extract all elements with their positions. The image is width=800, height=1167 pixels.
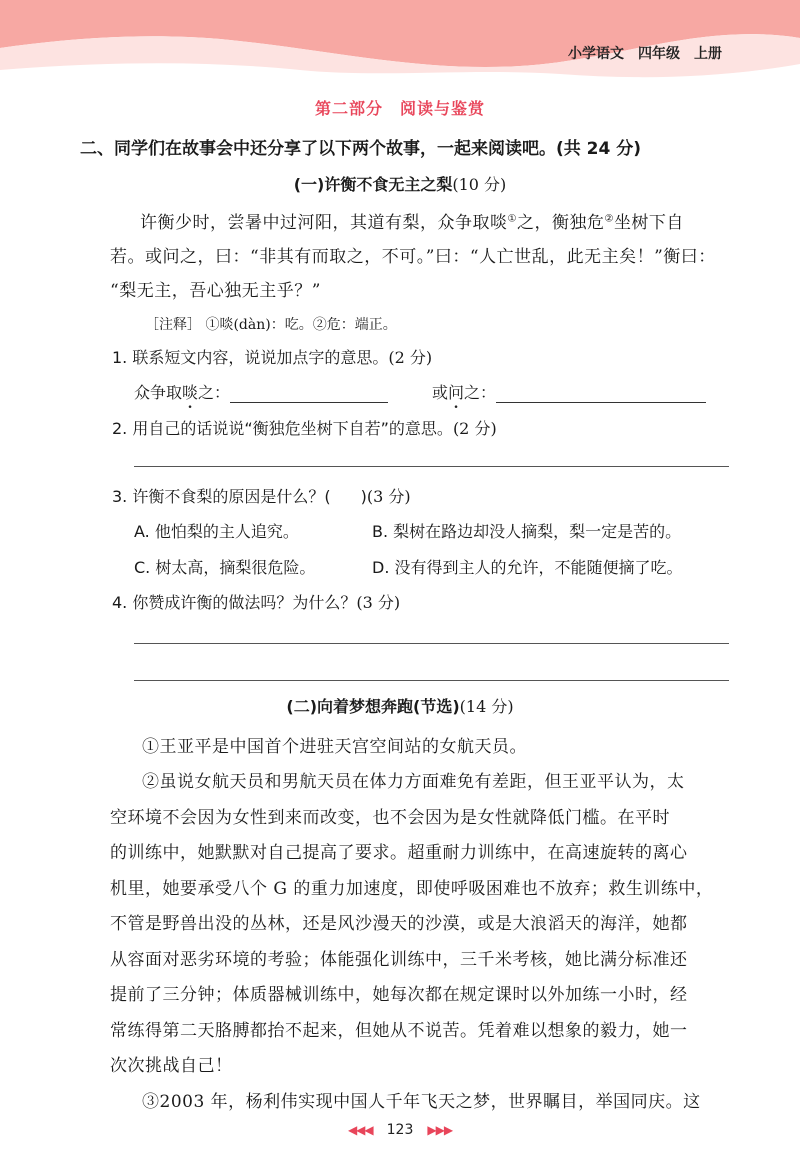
story2-points: (14 分): [459, 697, 514, 716]
story2-line: 的训练中，她默默对自己提高了要求。超重耐力训练中，在高速旋转的离心: [110, 843, 688, 863]
story1-line-1: [140, 208, 684, 233]
story2-line: 常练得第二天胳膊都抬不起来，但她从不说苦。凭着难以想象的毅力，她一: [110, 1021, 688, 1041]
question-heading: 二、同学们在故事会中还分享了以下两个故事，一起来阅读吧。(共 24 分): [80, 139, 642, 159]
story1-title-text: (一)许衡不食无主之梨: [293, 175, 453, 194]
question-2-answer-line[interactable]: [134, 466, 729, 467]
story2-line: 从容面对恶劣环境的考验；体能强化训练中，三千米考核，她比满分标准还: [110, 950, 688, 970]
q1-item1-dotted-char: 啖: [182, 383, 199, 402]
next-arrows-icon: ▶▶▶: [427, 1123, 453, 1137]
question-2-points: (2 分): [452, 419, 497, 438]
question-3-points: (3 分): [366, 487, 411, 506]
subject-label: 小学语文: [568, 46, 624, 62]
story1-line-1b: 之，衡独危: [516, 213, 605, 233]
section-title: 第二部分 阅读与鉴赏: [314, 99, 485, 118]
question-3: [112, 484, 411, 507]
question-1: [112, 345, 432, 368]
story2-line: ③2003 年，杨利伟实现中国人千年飞天之梦，世界瞩目，举国同庆。这: [142, 1092, 701, 1112]
story1-title: [0, 172, 800, 195]
question-4-points: (3 分): [356, 593, 401, 612]
annotation: [145, 314, 397, 334]
page-footer: [0, 1122, 800, 1138]
question-1-item-1: [134, 380, 388, 403]
option-b[interactable]: B. 梨树在路边却没人摘梨，梨一定是苦的。: [372, 522, 682, 541]
question-4-answer-line-2[interactable]: [134, 680, 729, 681]
grade-label: 四年级: [638, 46, 680, 62]
book-info: [568, 43, 722, 63]
q1-item2-dotted-char: 问: [448, 383, 465, 402]
q1-item1-suffix: 之：: [198, 383, 231, 402]
story2-title-text: (二)向着梦想奔跑(节选): [286, 697, 460, 716]
q1-item2-suffix: 之：: [464, 383, 497, 402]
story2-line: ①王亚平是中国首个进驻天宫空间站的女航天员。: [142, 737, 527, 757]
question-4: [112, 590, 400, 613]
q1-item1-prefix: 众争取: [134, 383, 183, 402]
story2-line: 不管是野兽出没的丛林，还是风沙漫天的沙漠，或是大浪滔天的海洋，她都: [110, 914, 688, 934]
question-1-points: (2 分): [388, 348, 433, 367]
story2-line: 提前了三分钟；体质器械训练中，她每次都在规定课时以外加练一小时，经: [110, 985, 688, 1005]
story1-points: (10 分): [452, 175, 507, 194]
story1-line-1c: 坐树下自: [613, 213, 684, 233]
annotation-label: ［注释］: [145, 317, 201, 333]
question-3-label: 3. 许衡不食梨的原因是什么？(: [112, 487, 331, 506]
question-3-paren-close: ): [360, 487, 367, 506]
volume-label: 上册: [694, 46, 722, 62]
option-a[interactable]: A. 他怕梨的主人追究。: [134, 522, 299, 541]
question-1-item-2: [432, 380, 706, 403]
story1-line-3: “梨无主，吾心独无主乎？”: [110, 281, 321, 301]
prev-arrows-icon: ◀◀◀: [347, 1123, 373, 1137]
option-d[interactable]: D. 没有得到主人的允许，不能随便摘了吃。: [372, 558, 683, 577]
question-4-label: 4. 你赞成许衡的做法吗？为什么？: [112, 593, 357, 612]
page-number: 123: [386, 1122, 414, 1138]
question-4-answer-line-1[interactable]: [134, 643, 729, 644]
note-ref-2: ②: [604, 213, 614, 225]
annotation-text: ①啖(dàn)：吃。②危：端正。: [205, 317, 397, 333]
story2-title: [0, 694, 800, 717]
question-2: [112, 416, 497, 439]
story1-line-1a: 许衡少时，尝暑中过河阳，其道有梨，众争取啖: [140, 213, 508, 233]
story2-line: 空环境不会因为女性到来而改变，也不会因为是女性就降低门槛。在平时: [110, 808, 670, 828]
story2-line: 机里，她要承受八个 G 的重力加速度，即使呼吸困难也不放弃；救生训练中，: [110, 879, 714, 899]
q1-item1-answer-blank[interactable]: [230, 386, 388, 403]
q1-item2-answer-blank[interactable]: [496, 386, 706, 403]
story1-line-2: 若。或问之，曰：“非其有而取之，不可。”曰：“人亡世乱，此无主矣！”衡曰：: [110, 247, 716, 267]
option-c[interactable]: C. 树太高，摘梨很危险。: [134, 558, 316, 577]
story2-line: ②虽说女航天员和男航天员在体力方面难免有差距，但王亚平认为，太: [142, 772, 685, 792]
q1-item2-prefix: 或: [432, 383, 449, 402]
note-ref-1: ①: [507, 213, 517, 225]
question-1-label: 1. 联系短文内容，说说加点字的意思。: [112, 348, 389, 367]
story2-line: 次次挑战自己！: [110, 1056, 233, 1076]
question-2-label: 2. 用自己的话说说“衡独危坐树下自若”的意思。: [112, 419, 453, 438]
